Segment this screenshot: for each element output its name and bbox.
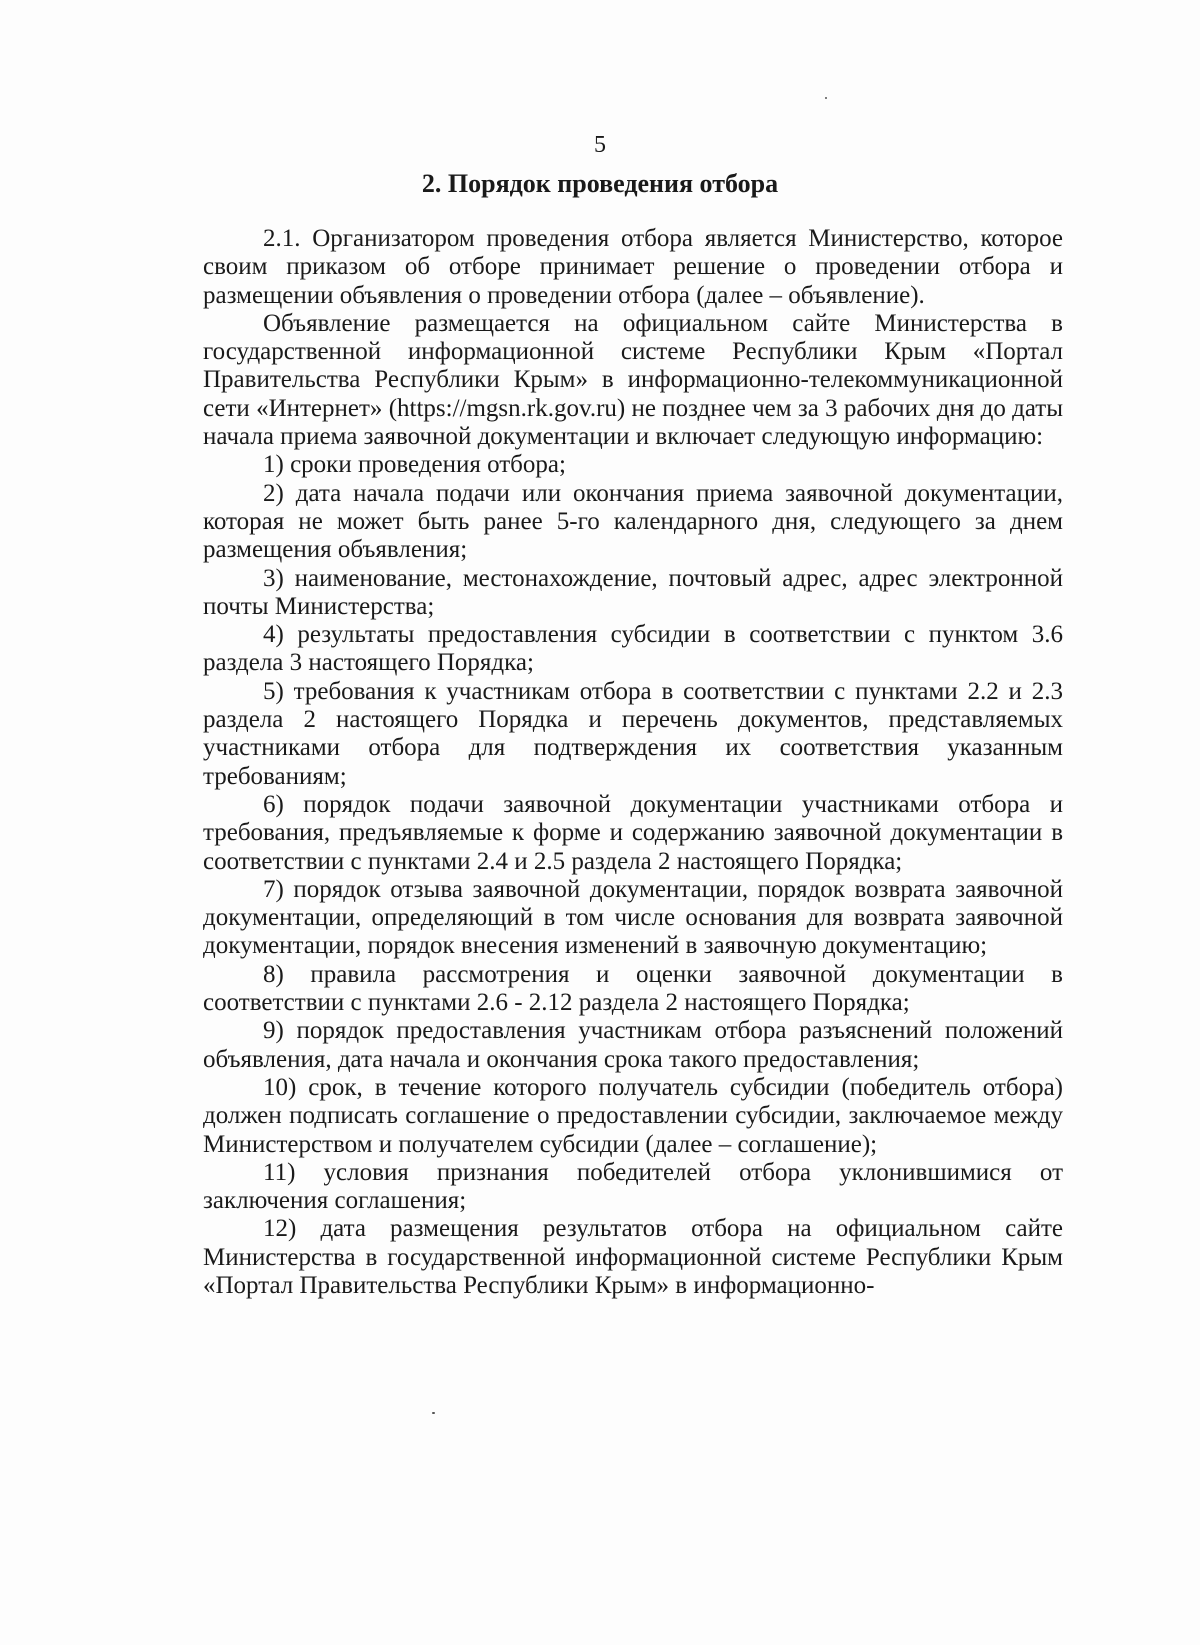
list-item-6: 6) порядок подачи заявочной документации участниками отбора и требования, предъявляемые к форме и содержанию заявочной документации в соответствии с пунктами 2.4 и 2.5 раздела 2 настоящего Порядка; [203,790,1063,875]
list-item-8: 8) правила рассмотрения и оценки заявочной документации в соответствии с пунктами 2.6 - 2.12 раздела 2 настоящего Порядка; [203,960,1063,1017]
scan-speck [432,1412,435,1414]
list-item-5: 5) требования к участникам отбора в соответствии с пунктами 2.2 и 2.3 раздела 2 настоящего Порядка и перечень документов, представляемых участниками отбора для подтверждения их соответствия указанным требованиям; [203,677,1063,790]
paragraph-announcement: Объявление размещается на официальном сайте Министерства в государственной информационной системе Республики Крым «Портал Правительства Республики Крым» в информационно-телекоммуникационной сети «Интернет» (https://mgsn.rk.gov.ru) не позднее чем за 3 рабочих дня до даты начала приема заявочной документации и включает следующую информацию: [203,309,1063,451]
list-item-3: 3) наименование, местонахождение, почтовый адрес, адрес электронной почты Министерства; [203,564,1063,620]
document-body [203,225,1063,1300]
section-title: 2. Порядок проведения отбора [421,169,779,198]
list-item-9: 9) порядок предоставления участникам отбора разъяснений положений объявления, дата начала и окончания срока такого предоставления; [203,1017,1063,1073]
paragraph-2-1: 2.1. Организатором проведения отбора является Министерство, которое своим приказом об отборе принимает решение о проведении отбора и размещении объявления о проведении отбора (далее – объявление). [203,225,1063,309]
list-item-12: 12) дата размещения результатов отбора на официальном сайте Министерства в государственной информационной системе Республики Крым «Портал Правительства Республики Крым» в информационно- [203,1215,1063,1299]
list-item-4: 4) результаты предоставления субсидии в соответствии с пунктом 3.6 раздела 3 настоящего Порядка; [203,621,1063,677]
page-number: 5 [594,132,606,158]
list-item-10: 10) срок, в течение которого получатель субсидии (победитель отбора) должен подписать соглашение о предоставлении субсидии, заключаемое между Министерством и получателем субсидии (далее – соглашение); [203,1073,1063,1158]
list-item-7: 7) порядок отзыва заявочной документации, порядок возврата заявочной документации, определяющий в том числе основания для возврата заявочной документации, порядок внесения изменений в заявочную документацию; [203,875,1063,960]
scan-speck [825,97,827,99]
list-item-1: 1) сроки проведения отбора; [263,451,566,479]
list-item-2: 2) дата начала подачи или окончания приема заявочной документации, которая не может быть ранее 5-го календарного дня, следующего за днем размещения объявления; [203,479,1063,564]
list-item-11: 11) условия признания победителей отбора уклонившимися от заключения соглашения; [203,1158,1063,1215]
